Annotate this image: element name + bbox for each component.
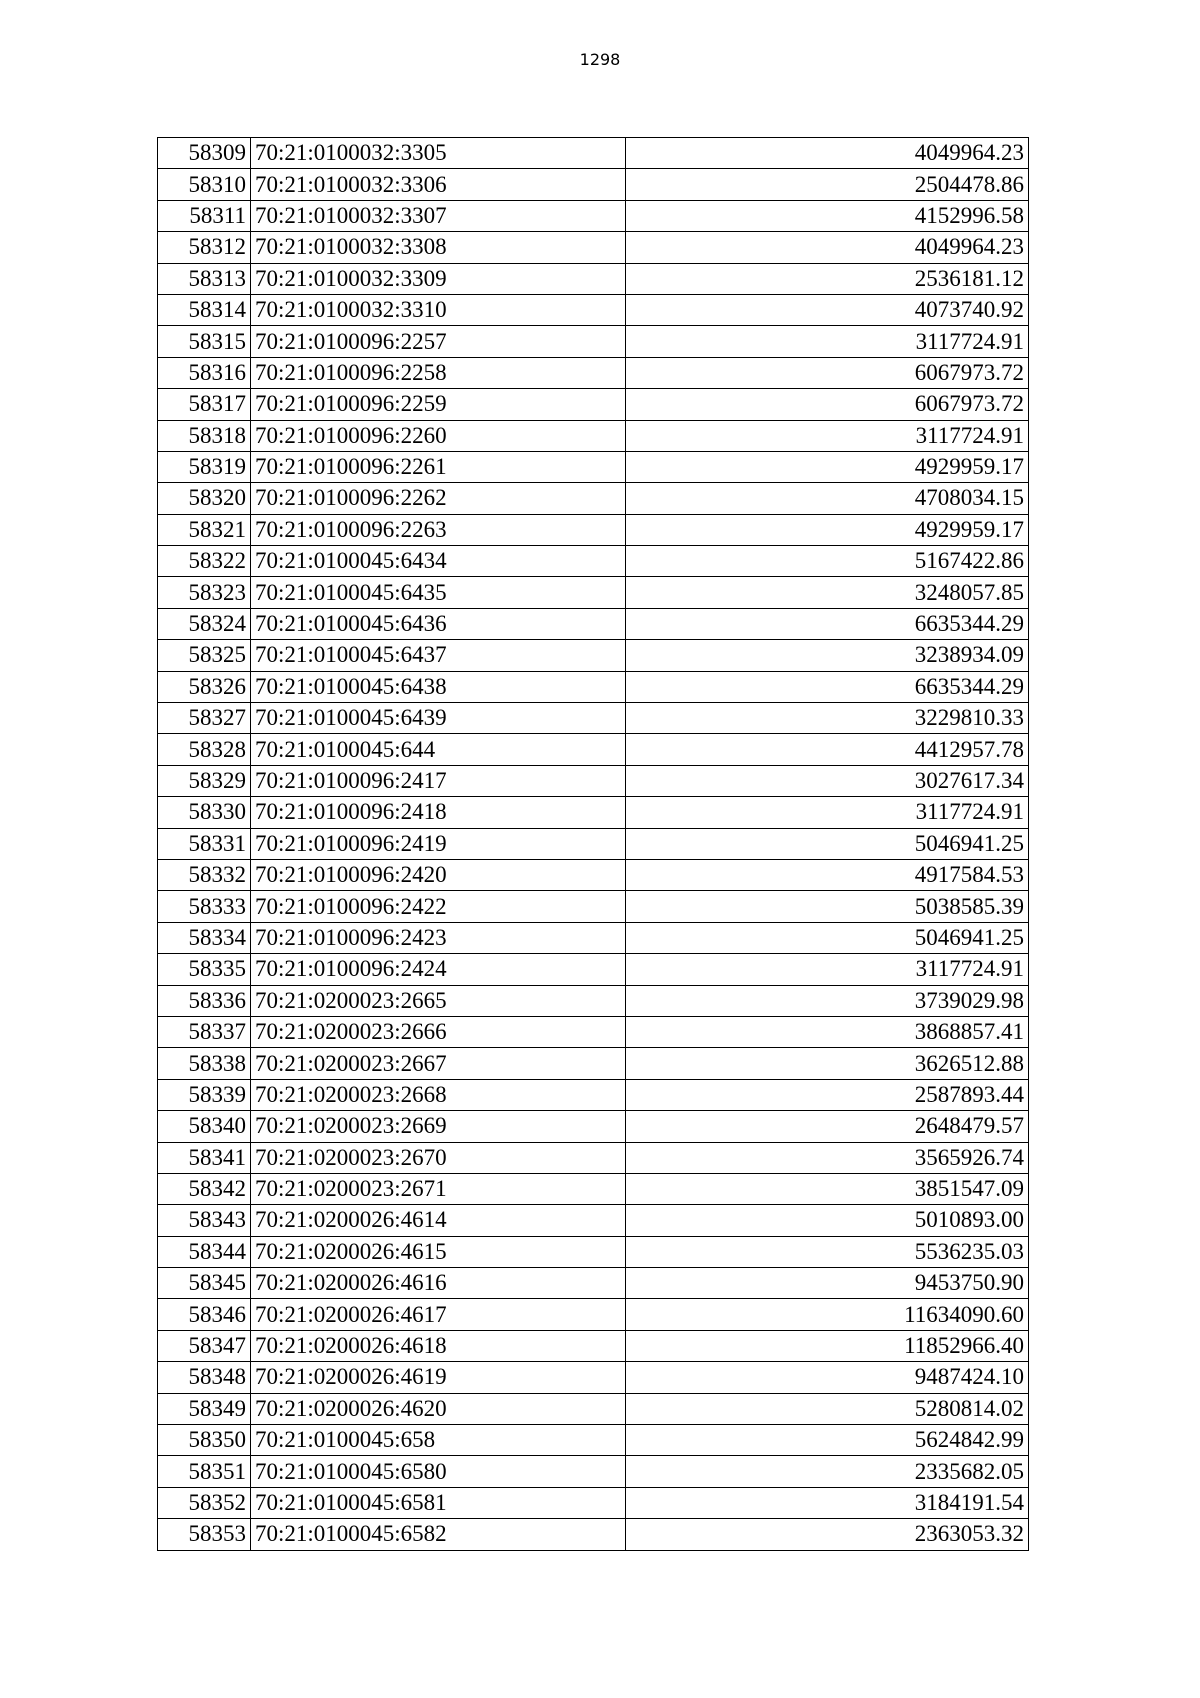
- table-row: [158, 1048, 1029, 1079]
- cadastral-number-cell: 70:21:0100096:2257: [251, 326, 626, 357]
- row-number-cell: 58311: [158, 200, 251, 231]
- cadastral-value-cell: 4929959.17: [626, 514, 1029, 545]
- table-row: [158, 483, 1029, 514]
- cadastral-number-cell: 70:21:0100096:2263: [251, 514, 626, 545]
- row-number-cell: 58333: [158, 891, 251, 922]
- cadastral-value-cell: 5536235.03: [626, 1236, 1029, 1267]
- row-number-cell: 58324: [158, 608, 251, 639]
- cadastral-value-cell: 5624842.99: [626, 1425, 1029, 1456]
- cadastral-value-cell: 5038585.39: [626, 891, 1029, 922]
- cadastral-number-cell: 70:21:0200023:2666: [251, 1016, 626, 1047]
- table-row: [158, 1173, 1029, 1204]
- table-row: [158, 891, 1029, 922]
- row-number-cell: 58329: [158, 765, 251, 796]
- cadastral-value-cell: 3851547.09: [626, 1173, 1029, 1204]
- cadastral-number-cell: 70:21:0100032:3310: [251, 294, 626, 325]
- row-number-cell: 58326: [158, 671, 251, 702]
- table-row: [158, 263, 1029, 294]
- row-number-cell: 58345: [158, 1268, 251, 1299]
- cadastral-value-cell: 4929959.17: [626, 451, 1029, 482]
- table-row: [158, 828, 1029, 859]
- table-row: [158, 200, 1029, 231]
- table-row: [158, 1299, 1029, 1330]
- table-row: [158, 1362, 1029, 1393]
- cadastral-number-cell: 70:21:0100045:6434: [251, 546, 626, 577]
- cadastral-number-cell: 70:21:0200026:4616: [251, 1268, 626, 1299]
- cadastral-value-cell: 3117724.91: [626, 954, 1029, 985]
- row-number-cell: 58315: [158, 326, 251, 357]
- cadastral-value-cell: 3117724.91: [626, 326, 1029, 357]
- cadastral-number-cell: 70:21:0100096:2261: [251, 451, 626, 482]
- cadastral-number-cell: 70:21:0100045:6581: [251, 1487, 626, 1518]
- table-row: [158, 294, 1029, 325]
- row-number-cell: 58310: [158, 169, 251, 200]
- table-row: [158, 326, 1029, 357]
- cadastral-value-cell: 5046941.25: [626, 922, 1029, 953]
- cadastral-value-cell: 4049964.23: [626, 138, 1029, 169]
- cadastral-number-cell: 70:21:0100096:2417: [251, 765, 626, 796]
- cadastral-number-cell: 70:21:0100045:644: [251, 734, 626, 765]
- table-row: [158, 1205, 1029, 1236]
- cadastral-value-cell: 4708034.15: [626, 483, 1029, 514]
- table-row: [158, 1016, 1029, 1047]
- table-row: [158, 703, 1029, 734]
- cadastral-value-cell: 5046941.25: [626, 828, 1029, 859]
- cadastral-value-cell: 5280814.02: [626, 1393, 1029, 1424]
- cadastral-number-cell: 70:21:0100032:3305: [251, 138, 626, 169]
- row-number-cell: 58343: [158, 1205, 251, 1236]
- cadastral-number-cell: 70:21:0200023:2668: [251, 1079, 626, 1110]
- cadastral-value-cell: 3565926.74: [626, 1142, 1029, 1173]
- table-row: [158, 1236, 1029, 1267]
- cadastral-value-cell: 5010893.00: [626, 1205, 1029, 1236]
- cadastral-number-cell: 70:21:0100032:3307: [251, 200, 626, 231]
- row-number-cell: 58349: [158, 1393, 251, 1424]
- cadastral-number-cell: 70:21:0200023:2671: [251, 1173, 626, 1204]
- cadastral-number-cell: 70:21:0200023:2670: [251, 1142, 626, 1173]
- cadastral-value-cell: 5167422.86: [626, 546, 1029, 577]
- row-number-cell: 58339: [158, 1079, 251, 1110]
- page-number: 1298: [579, 50, 621, 69]
- cadastral-number-cell: 70:21:0100032:3306: [251, 169, 626, 200]
- row-number-cell: 58331: [158, 828, 251, 859]
- row-number-cell: 58314: [158, 294, 251, 325]
- cadastral-value-cell: 9453750.90: [626, 1268, 1029, 1299]
- row-number-cell: 58344: [158, 1236, 251, 1267]
- table-row: [158, 1079, 1029, 1110]
- table-row: [158, 420, 1029, 451]
- cadastral-value-cell: 2536181.12: [626, 263, 1029, 294]
- table-row: [158, 1142, 1029, 1173]
- row-number-cell: 58316: [158, 357, 251, 388]
- cadastral-value-cell: 2648479.57: [626, 1111, 1029, 1142]
- row-number-cell: 58342: [158, 1173, 251, 1204]
- table-row: [158, 671, 1029, 702]
- table-row: [158, 232, 1029, 263]
- cadastral-number-cell: 70:21:0200023:2667: [251, 1048, 626, 1079]
- cadastral-value-cell: 2504478.86: [626, 169, 1029, 200]
- table-row: [158, 514, 1029, 545]
- cadastral-number-cell: 70:21:0100096:2258: [251, 357, 626, 388]
- table-row: [158, 546, 1029, 577]
- row-number-cell: 58351: [158, 1456, 251, 1487]
- row-number-cell: 58325: [158, 640, 251, 671]
- cadastral-number-cell: 70:21:0100096:2418: [251, 797, 626, 828]
- row-number-cell: 58323: [158, 577, 251, 608]
- table-row: [158, 734, 1029, 765]
- cadastral-number-cell: 70:21:0200023:2669: [251, 1111, 626, 1142]
- cadastral-number-cell: 70:21:0100032:3308: [251, 232, 626, 263]
- cadastral-number-cell: 70:21:0100096:2260: [251, 420, 626, 451]
- table-row: [158, 577, 1029, 608]
- cadastral-value-cell: 3238934.09: [626, 640, 1029, 671]
- cadastral-number-cell: 70:21:0100096:2259: [251, 389, 626, 420]
- table-row: [158, 1393, 1029, 1424]
- cadastral-value-cell: 3117724.91: [626, 420, 1029, 451]
- cadastral-value-cell: 2335682.05: [626, 1456, 1029, 1487]
- cadastral-value-cell: 3027617.34: [626, 765, 1029, 796]
- row-number-cell: 58327: [158, 703, 251, 734]
- table-row: [158, 922, 1029, 953]
- cadastral-value-cell: 3626512.88: [626, 1048, 1029, 1079]
- cadastral-number-cell: 70:21:0200026:4615: [251, 1236, 626, 1267]
- row-number-cell: 58318: [158, 420, 251, 451]
- table-row: [158, 389, 1029, 420]
- table-row: [158, 451, 1029, 482]
- table-row: [158, 640, 1029, 671]
- cadastral-number-cell: 70:21:0200026:4620: [251, 1393, 626, 1424]
- row-number-cell: 58348: [158, 1362, 251, 1393]
- row-number-cell: 58353: [158, 1519, 251, 1550]
- row-number-cell: 58321: [158, 514, 251, 545]
- cadastral-number-cell: 70:21:0100096:2419: [251, 828, 626, 859]
- table-row: [158, 859, 1029, 890]
- table-row: [158, 1268, 1029, 1299]
- cadastral-number-cell: 70:21:0100045:6580: [251, 1456, 626, 1487]
- cadastral-number-cell: 70:21:0200026:4614: [251, 1205, 626, 1236]
- table-body: [158, 138, 1029, 1551]
- table-row: [158, 797, 1029, 828]
- row-number-cell: 58346: [158, 1299, 251, 1330]
- cadastral-value-cell: 4412957.78: [626, 734, 1029, 765]
- cadastral-number-cell: 70:21:0100032:3309: [251, 263, 626, 294]
- cadastral-value-cell: 4073740.92: [626, 294, 1029, 325]
- cadastral-value-cell: 4917584.53: [626, 859, 1029, 890]
- table-row: [158, 1487, 1029, 1518]
- cadastral-number-cell: 70:21:0200026:4617: [251, 1299, 626, 1330]
- cadastral-value-cell: 4049964.23: [626, 232, 1029, 263]
- table-row: [158, 985, 1029, 1016]
- cadastral-number-cell: 70:21:0100096:2422: [251, 891, 626, 922]
- row-number-cell: 58322: [158, 546, 251, 577]
- row-number-cell: 58313: [158, 263, 251, 294]
- table-row: [158, 1330, 1029, 1361]
- cadastral-number-cell: 70:21:0200026:4619: [251, 1362, 626, 1393]
- table-row: [158, 357, 1029, 388]
- table-row: [158, 169, 1029, 200]
- row-number-cell: 58340: [158, 1111, 251, 1142]
- cadastral-number-cell: 70:21:0100045:6437: [251, 640, 626, 671]
- cadastral-value-cell: 3117724.91: [626, 797, 1029, 828]
- cadastral-number-cell: 70:21:0100045:658: [251, 1425, 626, 1456]
- cadastral-number-cell: 70:21:0100045:6435: [251, 577, 626, 608]
- cadastral-number-cell: 70:21:0200023:2665: [251, 985, 626, 1016]
- cadastral-value-cell: 6635344.29: [626, 671, 1029, 702]
- cadastral-value-cell: 2363053.32: [626, 1519, 1029, 1550]
- cadastral-value-cell: 6635344.29: [626, 608, 1029, 639]
- cadastral-value-cell: 9487424.10: [626, 1362, 1029, 1393]
- cadastral-value-cell: 3184191.54: [626, 1487, 1029, 1518]
- row-number-cell: 58330: [158, 797, 251, 828]
- row-number-cell: 58320: [158, 483, 251, 514]
- table-row: [158, 1425, 1029, 1456]
- cadastral-number-cell: 70:21:0100045:6436: [251, 608, 626, 639]
- row-number-cell: 58334: [158, 922, 251, 953]
- row-number-cell: 58341: [158, 1142, 251, 1173]
- row-number-cell: 58309: [158, 138, 251, 169]
- row-number-cell: 58312: [158, 232, 251, 263]
- cadastral-number-cell: 70:21:0100045:6438: [251, 671, 626, 702]
- row-number-cell: 58347: [158, 1330, 251, 1361]
- cadastral-number-cell: 70:21:0100045:6439: [251, 703, 626, 734]
- table-row: [158, 608, 1029, 639]
- row-number-cell: 58328: [158, 734, 251, 765]
- cadastral-number-cell: 70:21:0100096:2420: [251, 859, 626, 890]
- cadastral-value-cell: 3229810.33: [626, 703, 1029, 734]
- cadastral-value-cell: 3248057.85: [626, 577, 1029, 608]
- cadastral-value-cell: 11852966.40: [626, 1330, 1029, 1361]
- row-number-cell: 58350: [158, 1425, 251, 1456]
- row-number-cell: 58317: [158, 389, 251, 420]
- row-number-cell: 58338: [158, 1048, 251, 1079]
- cadastral-value-cell: 6067973.72: [626, 357, 1029, 388]
- cadastral-value-cell: 3739029.98: [626, 985, 1029, 1016]
- table-row: [158, 1111, 1029, 1142]
- table-row: [158, 1456, 1029, 1487]
- row-number-cell: 58319: [158, 451, 251, 482]
- cadastral-value-table: [157, 137, 1029, 1551]
- cadastral-value-cell: 2587893.44: [626, 1079, 1029, 1110]
- cadastral-number-cell: 70:21:0100045:6582: [251, 1519, 626, 1550]
- table-row: [158, 954, 1029, 985]
- cadastral-value-cell: 6067973.72: [626, 389, 1029, 420]
- row-number-cell: 58336: [158, 985, 251, 1016]
- row-number-cell: 58352: [158, 1487, 251, 1518]
- cadastral-number-cell: 70:21:0100096:2424: [251, 954, 626, 985]
- table-row: [158, 765, 1029, 796]
- cadastral-number-cell: 70:21:0200026:4618: [251, 1330, 626, 1361]
- cadastral-value-cell: 3868857.41: [626, 1016, 1029, 1047]
- cadastral-number-cell: 70:21:0100096:2423: [251, 922, 626, 953]
- row-number-cell: 58337: [158, 1016, 251, 1047]
- table-row: [158, 1519, 1029, 1550]
- cadastral-value-cell: 11634090.60: [626, 1299, 1029, 1330]
- cadastral-value-cell: 4152996.58: [626, 200, 1029, 231]
- row-number-cell: 58335: [158, 954, 251, 985]
- table-row: [158, 138, 1029, 169]
- row-number-cell: 58332: [158, 859, 251, 890]
- cadastral-number-cell: 70:21:0100096:2262: [251, 483, 626, 514]
